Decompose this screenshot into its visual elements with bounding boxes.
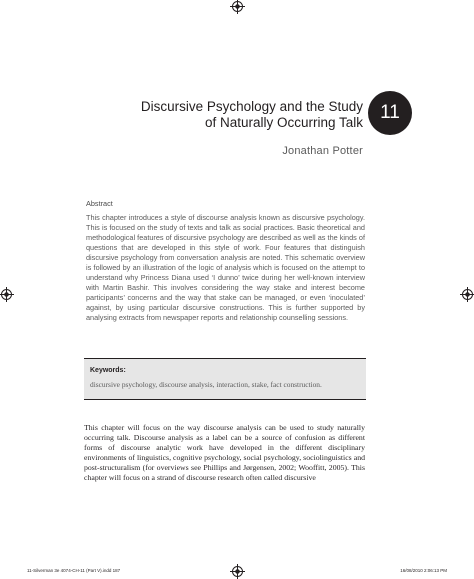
registration-mark-bottom bbox=[232, 566, 243, 577]
chapter-title-line-1: Discursive Psychology and the Study bbox=[140, 99, 363, 114]
keywords-text: discursive psychology, discourse analysis, interaction, stake, fact construction. bbox=[90, 380, 322, 389]
abstract-heading: Abstract bbox=[86, 199, 113, 208]
keywords-box bbox=[84, 358, 366, 400]
chapter-number-badge: 11 bbox=[368, 91, 412, 135]
slug-file-info: 11-Silverman 3e 4074-CH-11 (Part V).indd 187 bbox=[27, 568, 121, 573]
keywords-heading: Keywords: bbox=[90, 367, 126, 374]
body-paragraph: This chapter will focus on the way discourse analysis can be used to study naturally occurring talk. Discourse analysis as a label can be a source of confusion as different forms of discourse analytic work have developed in the different disciplinary environments of linguistics, cognitive psychology, social psychology, sociolinguistics and post-structuralism (for overviews see Phillips and Jørgensen, 2002; Wooffitt, 2005). This chapter will focus on a strand of discourse research often called discursive bbox=[84, 423, 365, 482]
slug-timestamp: 16/08/2010 2:06:13 PM bbox=[400, 568, 447, 573]
registration-mark-right bbox=[462, 289, 473, 300]
chapter-title bbox=[141, 99, 363, 131]
registration-mark-left bbox=[1, 289, 12, 300]
chapter-title-line-2: of Naturally Occurring Talk bbox=[204, 115, 363, 130]
abstract-text: This chapter introduces a style of discourse analysis known as discursive psychology. This is focused on the study of texts and talk as social practices. Basic theoretical and methodological features of discursive psychology are described as well as the kinds of questions that are developed in this style of work. Four features that distinguish discursive psychology from conversation analysis are noted. This schematic overview is followed by an illustration of the logic of analysis which is focused on the attempt to understand why Princess Diana used ‘I dunno’ twice during her well-known interview with Martin Bashir. This involves considering the way stake and interest become participants’ concerns and the way that stake can be managed, or even ‘inoculated’ against, by using particular discursive constructions. This is further supported by analysing extracts from newspaper reports and relationship counselling sessions. bbox=[86, 213, 365, 322]
chapter-author: Jonathan Potter bbox=[282, 145, 363, 157]
registration-mark-top bbox=[232, 1, 243, 12]
